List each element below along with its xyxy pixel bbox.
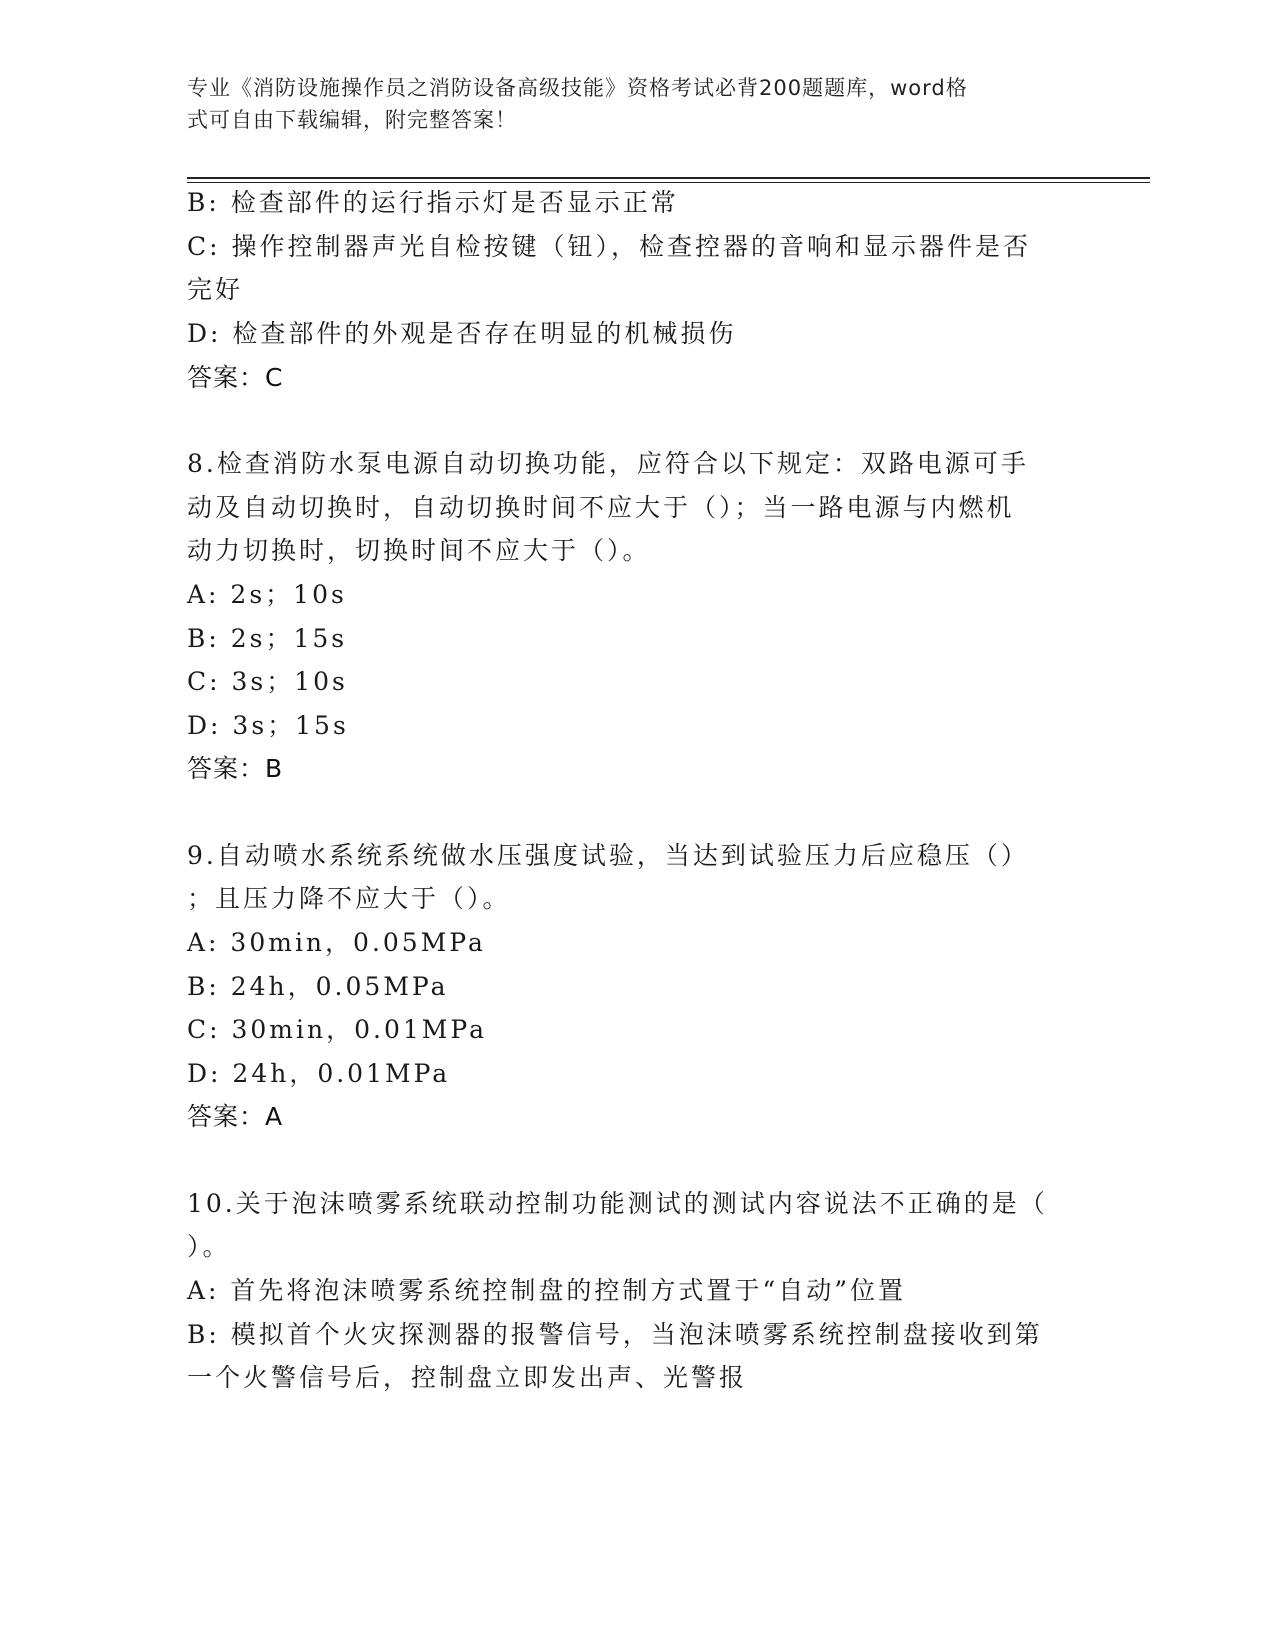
header-line-2: 式可自由下载编辑，附完整答案！ <box>187 108 517 132</box>
q9-option-a: A: 30min，0.05MPa <box>187 928 486 957</box>
q10-option-a: A: 首先将泡沫喷雾系统控制盘的控制方式置于“自动”位置 <box>187 1276 906 1305</box>
q9-stem-line1: 9.自动喷水系统系统做水压强度试验，当达到试验压力后应稳压（） <box>187 841 1029 870</box>
q10-option-b-line2: 一个火警信号后，控制盘立即发出声、光警报 <box>187 1363 748 1392</box>
q9-stem-line2: ；且压力降不应大于（）。 <box>187 884 511 913</box>
q9-option-d: D: 24h，0.01MPa <box>187 1059 451 1088</box>
q9-option-c: C: 30min，0.01MPa <box>187 1015 487 1044</box>
header-rule-thick <box>187 177 1150 179</box>
q8-stem-line2: 动及自动切换时，自动切换时间不应大于（）；当一路电源与内燃机 <box>187 493 1015 522</box>
q7-option-d: D: 检查部件的外观是否存在明显的机械损伤 <box>187 319 737 348</box>
q8-option-c: C: 3s；10s <box>187 667 348 696</box>
document-header <box>187 72 1067 136</box>
q7-option-b: B: 检查部件的运行指示灯是否显示正常 <box>187 188 679 217</box>
header-rule-thin <box>187 182 1150 183</box>
q8-option-b: B: 2s；15s <box>187 624 348 653</box>
q10-stem-line2: ）。 <box>187 1232 231 1261</box>
q7-option-c-line2: 完好 <box>187 275 244 304</box>
header-line-1: 专业《消防设施操作员之消防设备高级技能》资格考试必背200题题库，word格 <box>187 76 968 100</box>
q8-option-a: A: 2s；10s <box>187 580 347 609</box>
q8-stem-line3: 动力切换时，切换时间不应大于（）。 <box>187 536 651 565</box>
q8-option-d: D: 3s；15s <box>187 711 349 740</box>
q8-stem-line1: 8.检查消防水泵电源自动切换功能，应符合以下规定：双路电源可手 <box>187 449 1029 478</box>
q10-option-b-line1: B: 模拟首个火灾探测器的报警信号，当泡沫喷雾系统控制盘接收到第 <box>187 1320 1043 1349</box>
q10-stem-line1: 10.关于泡沫喷雾系统联动控制功能测试的测试内容说法不正确的是（ <box>187 1189 1048 1218</box>
q7-answer: 答案：C <box>187 363 284 392</box>
q9-answer: 答案：A <box>187 1102 284 1131</box>
q8-answer: 答案：B <box>187 754 284 783</box>
q9-option-b: B: 24h，0.05MPa <box>187 972 449 1001</box>
q7-option-c-line1: C: 操作控制器声光自检按键（钮），检查控器的音响和显示器件是否 <box>187 232 1032 261</box>
